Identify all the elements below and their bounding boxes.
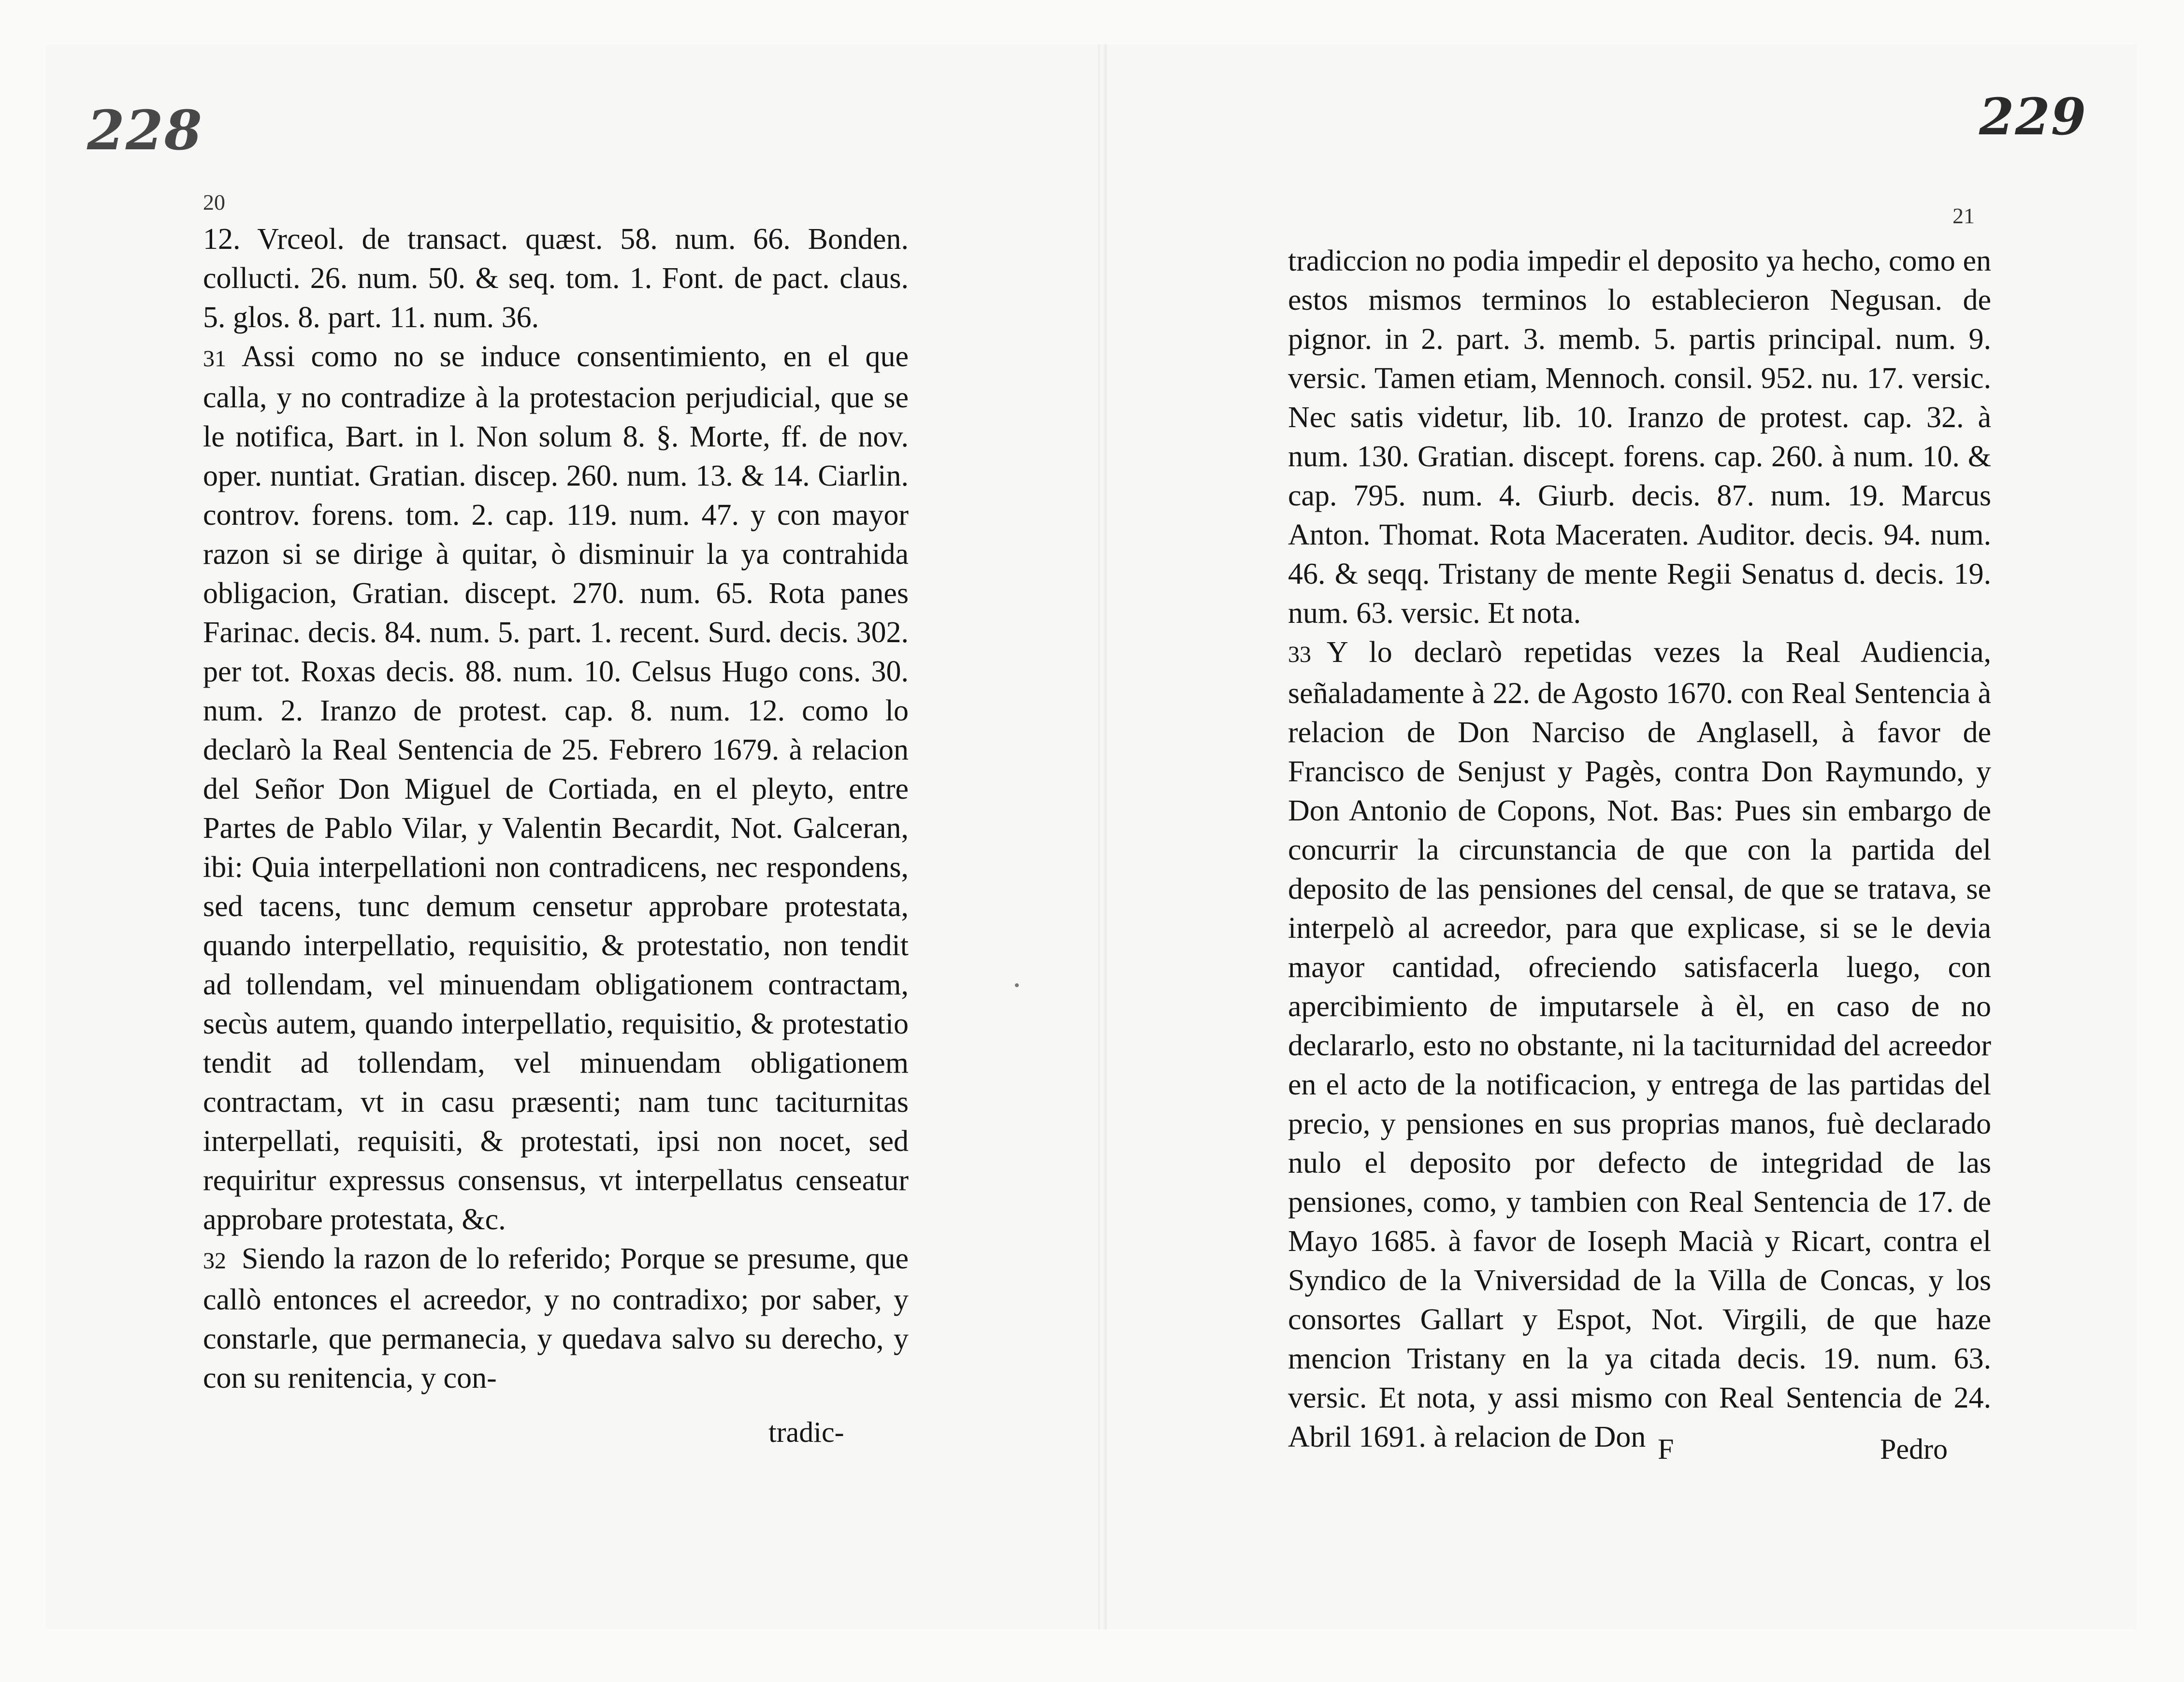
left-page-number: 20 — [203, 190, 225, 215]
handwritten-folio-left: 228 — [87, 99, 203, 162]
handwritten-folio-right: 229 — [1979, 87, 2087, 146]
paragraph-30-tail: 12. Vrceol. de transact. quæst. 58. num. 66. Bonden. collucti. 26. num. 50. & seq. tom. 1. Font. de pact. claus. 5. glos. 8. part. 11. num. 36. — [203, 223, 909, 334]
book-gutter — [1098, 44, 1107, 1629]
right-catchword: Pedro — [1880, 1433, 1948, 1465]
paragraph-number: 32 — [203, 1248, 226, 1274]
paragraph-32-continuation: tradiccion no podia impedir el deposito ya hecho, como en estos mismos terminos lo establecieron Negusan. de pignor. in 2. part. 3. memb. 5. partis principal. num. 9. versic. Tamen etiam, Mennoch. consil. 952. nu. 17. versic. Nec satis videtur, lib. 10. Iranzo de protest. cap. 32. à num. 130. Gratian. discept. forens. cap. 260. à num. 10. & cap. 795. num. 4. Giurb. decis. 87. num. 19. Marcus Anton. Thomat. Rota Maceraten. Auditor. decis. 94. num. 46. & seqq. Tristany de mente Regii Senatus d. decis. 19. num. 63. versic. Et nota. — [1288, 244, 1991, 630]
ink-speck — [1015, 983, 1019, 987]
right-text-column — [1288, 242, 1991, 1457]
paragraph-text: Siendo la razon de lo referido; Porque se presume, que callò entonces el acreedor, y no contradixo; por saber, y constarle, que permanecia, y quedava salvo su derecho, y con su renitencia, y con- — [203, 1242, 909, 1394]
paragraph-32 — [203, 1239, 909, 1398]
signature-mark: F — [1658, 1433, 1674, 1465]
paragraph-number: 31 — [203, 346, 226, 372]
paragraph-text: Y lo declarò repetidas vezes la Real Audiencia, señaladamente à 22. de Agosto 1670. con Real Sentencia à relacion de Don Narciso de Anglasell, à favor de Francisco de Senjust y Pagès, contra Don Raymundo, y Don Antonio de Copons, Not. Bas: Pues sin embargo de concurrir la circunstancia de que con la partida del deposito de las pensiones del censal, de que se tratava, se interpelò al acreedor, para que explicase, si se le devia mayor cantidad, ofreciendo satisfacerla luego, con apercibimiento de imputarsele à èl, en caso de no declararlo, esto no obstante, ni la taciturnidad del acreedor en el acto de la notificacion, y entrega de las partidas del precio, y pensiones en sus proprias manos, fuè declarado nulo el deposito por defecto de integridad de las pensiones, como, y tambien con Real Sentencia de 17. de Mayo 1685. à favor de Ioseph Macià y Ricart, contra el Syndico de la Vniversidad de la Villa de Concas, y los consortes Gallart y Espot, Not. Virgili, de que haze mencion Tristany en la ya citada decis. 19. num. 63. versic. Et nota, y assi mismo con Real Sentencia de 24. Abril 1691. à relacion de Don — [1288, 636, 1991, 1453]
right-page-number: 21 — [1953, 203, 1975, 228]
paragraph-33 — [1288, 633, 1991, 1457]
left-text-column — [203, 220, 909, 1398]
left-catchword: tradic- — [768, 1416, 844, 1448]
paragraph-text: Assi como no se induce consentimiento, en el que calla, y no contradize à la protestacion perjudicial, que se le notifica, Bart. in l. Non solum 8. §. Morte, ff. de nov. oper. nuntiat. Gratian. discep. 260. num. 13. & 14. Ciarlin. controv. forens. tom. 2. cap. 119. num. 47. y con mayor razon si se dirige à quitar, ò disminuir la ya contrahida obligacion, Gratian. discept. 270. num. 65. Rota panes Farinac. decis. 84. num. 5. part. 1. recent. Surd. decis. 302. per tot. Roxas decis. 88. num. 10. Celsus Hugo cons. 30. num. 2. Iranzo de protest. cap. 8. num. 12. como lo declarò la Real Sentencia de 25. Febrero 1679. à relacion del Señor Don Miguel de Cortiada, en el pleyto, entre Partes de Pablo Vilar, y Valentin Becardit, Not. Galceran, ibi: Quia interpellationi non contradicens, nec respondens, sed tacens, tunc demum censetur approbare protestata, quando interpellatio, requisitio, & protestatio, non tendit ad tollendam, vel minuendam obligationem contractam, secùs autem, quando interpellatio, requisitio, & protestatio tendit ad tollendam, vel minuendam obligationem contractam, vt in casu præsenti; nam tunc taciturnitas interpellati, requisiti, & protestati, ipsi non nocet, sed requiritur expressus consensus, vt interpellatus censeatur approbare protestata, &c. — [203, 340, 909, 1236]
paragraph-number: 33 — [1288, 642, 1311, 667]
paragraph-31 — [203, 337, 909, 1239]
